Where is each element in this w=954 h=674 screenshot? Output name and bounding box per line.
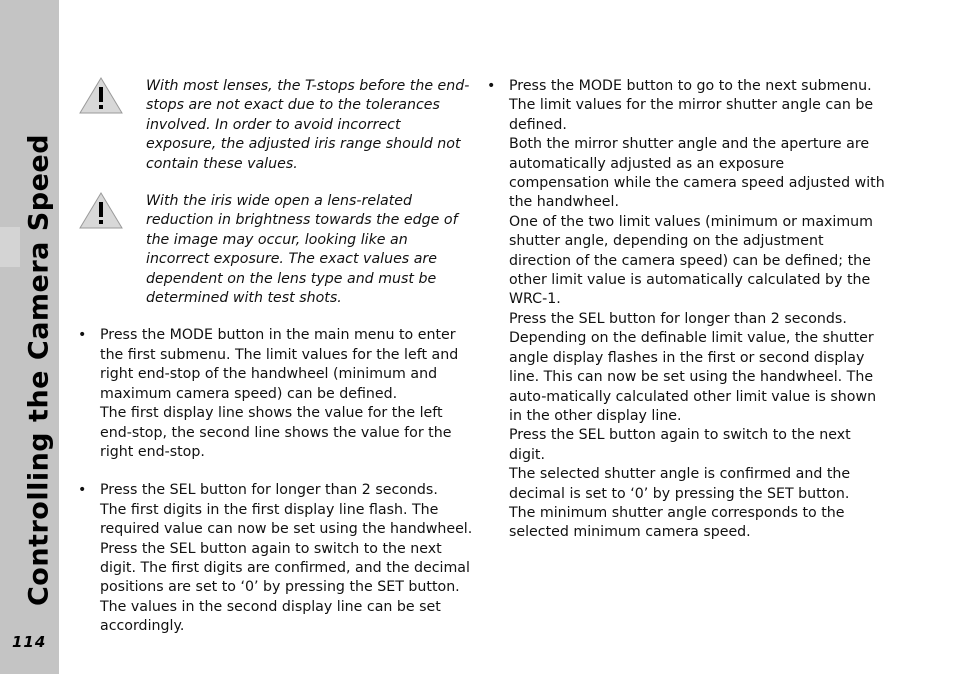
paragraph: The first display line shows the value for the left end-stop, the second line shows the value for the right end-stop. bbox=[100, 405, 452, 460]
warning-note bbox=[78, 77, 473, 174]
paragraph: Both the mirror shutter angle and the aperture are automatically adjusted as an exposure compensation while the camera speed adjusted with the handwheel. bbox=[509, 136, 885, 211]
paragraph: The selected shutter angle is confirmed and the decimal is set to ‘0’ by pressing the SET button. bbox=[509, 466, 851, 502]
paragraph: Depending on the definable limit value, the shutter angle display flashes in the first or second display line. This can now be set using the handwheel. The auto-matically calculated other limit value is shown in the other display line. bbox=[509, 330, 877, 424]
chapter-title: Controlling the Camera Speed bbox=[23, 133, 55, 607]
list-item bbox=[78, 481, 473, 636]
paragraph: The minimum shutter angle corresponds to the selected minimum camera speed. bbox=[509, 504, 845, 541]
page-number: 114 bbox=[12, 633, 47, 651]
left-column bbox=[78, 77, 473, 656]
warning-triangle-icon bbox=[78, 75, 124, 115]
paragraph: One of the two limit values (minimum or maximum shutter angle, depending on the adjustment direction of the camera speed) can be defined; the other limit value is automatically calculated by the WRC-1. bbox=[509, 213, 873, 308]
warning-text: With most lenses, the T-stops before the end-stops are not exact due to the tolerances involved. In order to avoid incorrect exposure, the adjusted iris range should not contain these values. bbox=[146, 78, 470, 172]
paragraph: Press the MODE button to go to the next submenu. bbox=[509, 78, 872, 94]
paragraph: The values in the second display line can be set accordingly. bbox=[100, 598, 441, 635]
paragraph: Press the SEL button for longer than 2 seconds. bbox=[100, 482, 438, 499]
chapter-tab-marker bbox=[0, 227, 20, 267]
paragraph: The limit values for the mirror shutter angle can be defined. bbox=[509, 97, 874, 133]
list-item bbox=[487, 77, 887, 543]
paragraph: Press the SEL button for longer than 2 seconds. bbox=[509, 310, 847, 327]
list-item bbox=[78, 326, 473, 462]
bullet-marker: • bbox=[487, 78, 496, 94]
warning-text: With the iris wide open a lens-related reduction in brightness towards the edge of the image may occur, looking like an incorrect exposure. The exact values are dependent on the lens type and must be determined with test shots. bbox=[146, 193, 458, 307]
paragraph: The first digits in the first display line flash. The required value can now be set using the handwheel. Press the SEL button again to switch to the next digit. The first digits are confirmed, and the decimal positions are set to ‘0’ by pressing the SET button. bbox=[100, 501, 473, 596]
warning-note bbox=[78, 192, 473, 308]
bullet-marker: • bbox=[78, 327, 87, 344]
warning-triangle-icon bbox=[78, 190, 124, 230]
chapter-sidebar bbox=[0, 0, 59, 674]
paragraph: Press the MODE button in the main menu to enter the first submenu. The limit values for the left and right end-stop of the handwheel (minimum and maximum camera speed) can be defined. bbox=[100, 327, 459, 402]
bullet-marker: • bbox=[78, 482, 87, 499]
paragraph: Press the SEL button again to switch to the next digit. bbox=[509, 427, 851, 463]
right-column bbox=[487, 77, 887, 562]
